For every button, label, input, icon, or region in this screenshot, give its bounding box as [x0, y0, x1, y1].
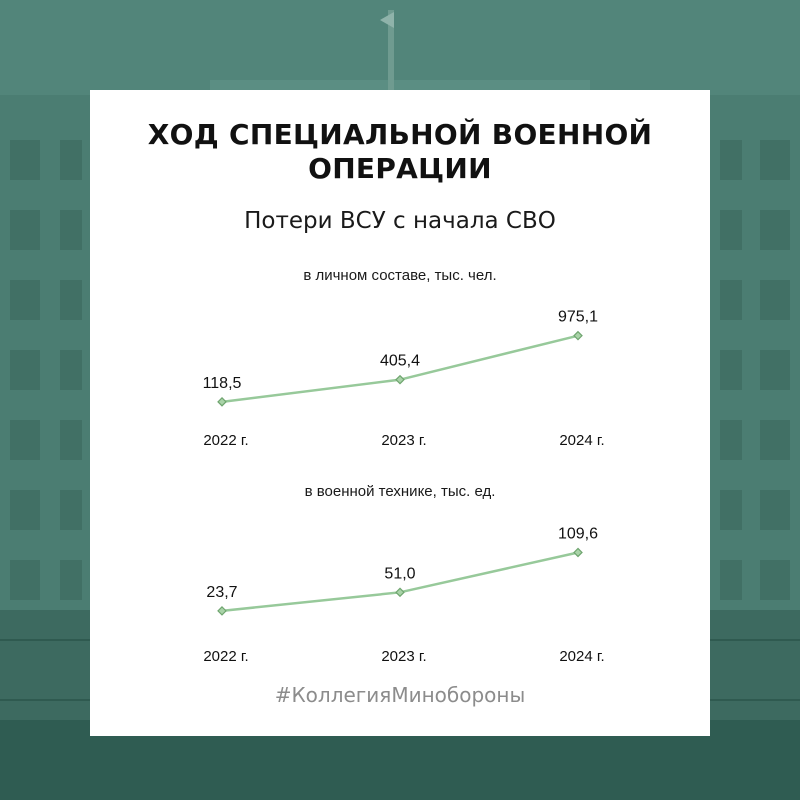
chart-equipment-losses: [90, 472, 710, 682]
personnel-tick-label-2: 2023 г.: [381, 432, 427, 449]
personnel-data-label-3: 975,1: [557, 308, 599, 326]
subtitle: Потери ВСУ с начала СВО: [244, 208, 556, 234]
personnel-tick-label-1: 2022 г.: [203, 432, 249, 449]
personnel-tick-label-3: 2024 г.: [559, 432, 605, 449]
equipment-tick-label-2: 2023 г.: [381, 648, 427, 665]
equipment-point-1: [218, 607, 226, 615]
equipment-data-label-1: 23,7: [206, 583, 238, 601]
hashtag: #КоллегияМинобороны: [274, 683, 526, 707]
personnel-point-3: [574, 332, 582, 340]
chart-equipment-svg: [90, 472, 710, 682]
infographic-card: [90, 90, 710, 736]
equipment-point-2: [396, 588, 404, 596]
personnel-data-label-2: 405,4: [379, 352, 421, 370]
chart-personnel-svg: [90, 256, 710, 466]
personnel-point-1: [218, 398, 226, 406]
title-line-2: ОПЕРАЦИИ: [308, 152, 492, 185]
title-line-1: ХОД СПЕЦИАЛЬНОЙ ВОЕННОЙ: [147, 118, 653, 151]
equipment-data-label-3: 109,6: [557, 525, 599, 543]
chart-personnel-losses: [90, 256, 710, 466]
equipment-tick-label-3: 2024 г.: [559, 648, 605, 665]
equipment-chart-title: в военной технике, тыс. ед.: [304, 483, 496, 500]
equipment-data-label-2: 51,0: [384, 565, 416, 583]
personnel-chart-title: в личном составе, тыс. чел.: [303, 267, 497, 284]
personnel-point-2: [396, 376, 404, 384]
equipment-tick-label-1: 2022 г.: [203, 648, 249, 665]
equipment-point-3: [574, 548, 582, 556]
personnel-data-label-1: 118,5: [202, 374, 242, 392]
page-title: [90, 118, 710, 186]
